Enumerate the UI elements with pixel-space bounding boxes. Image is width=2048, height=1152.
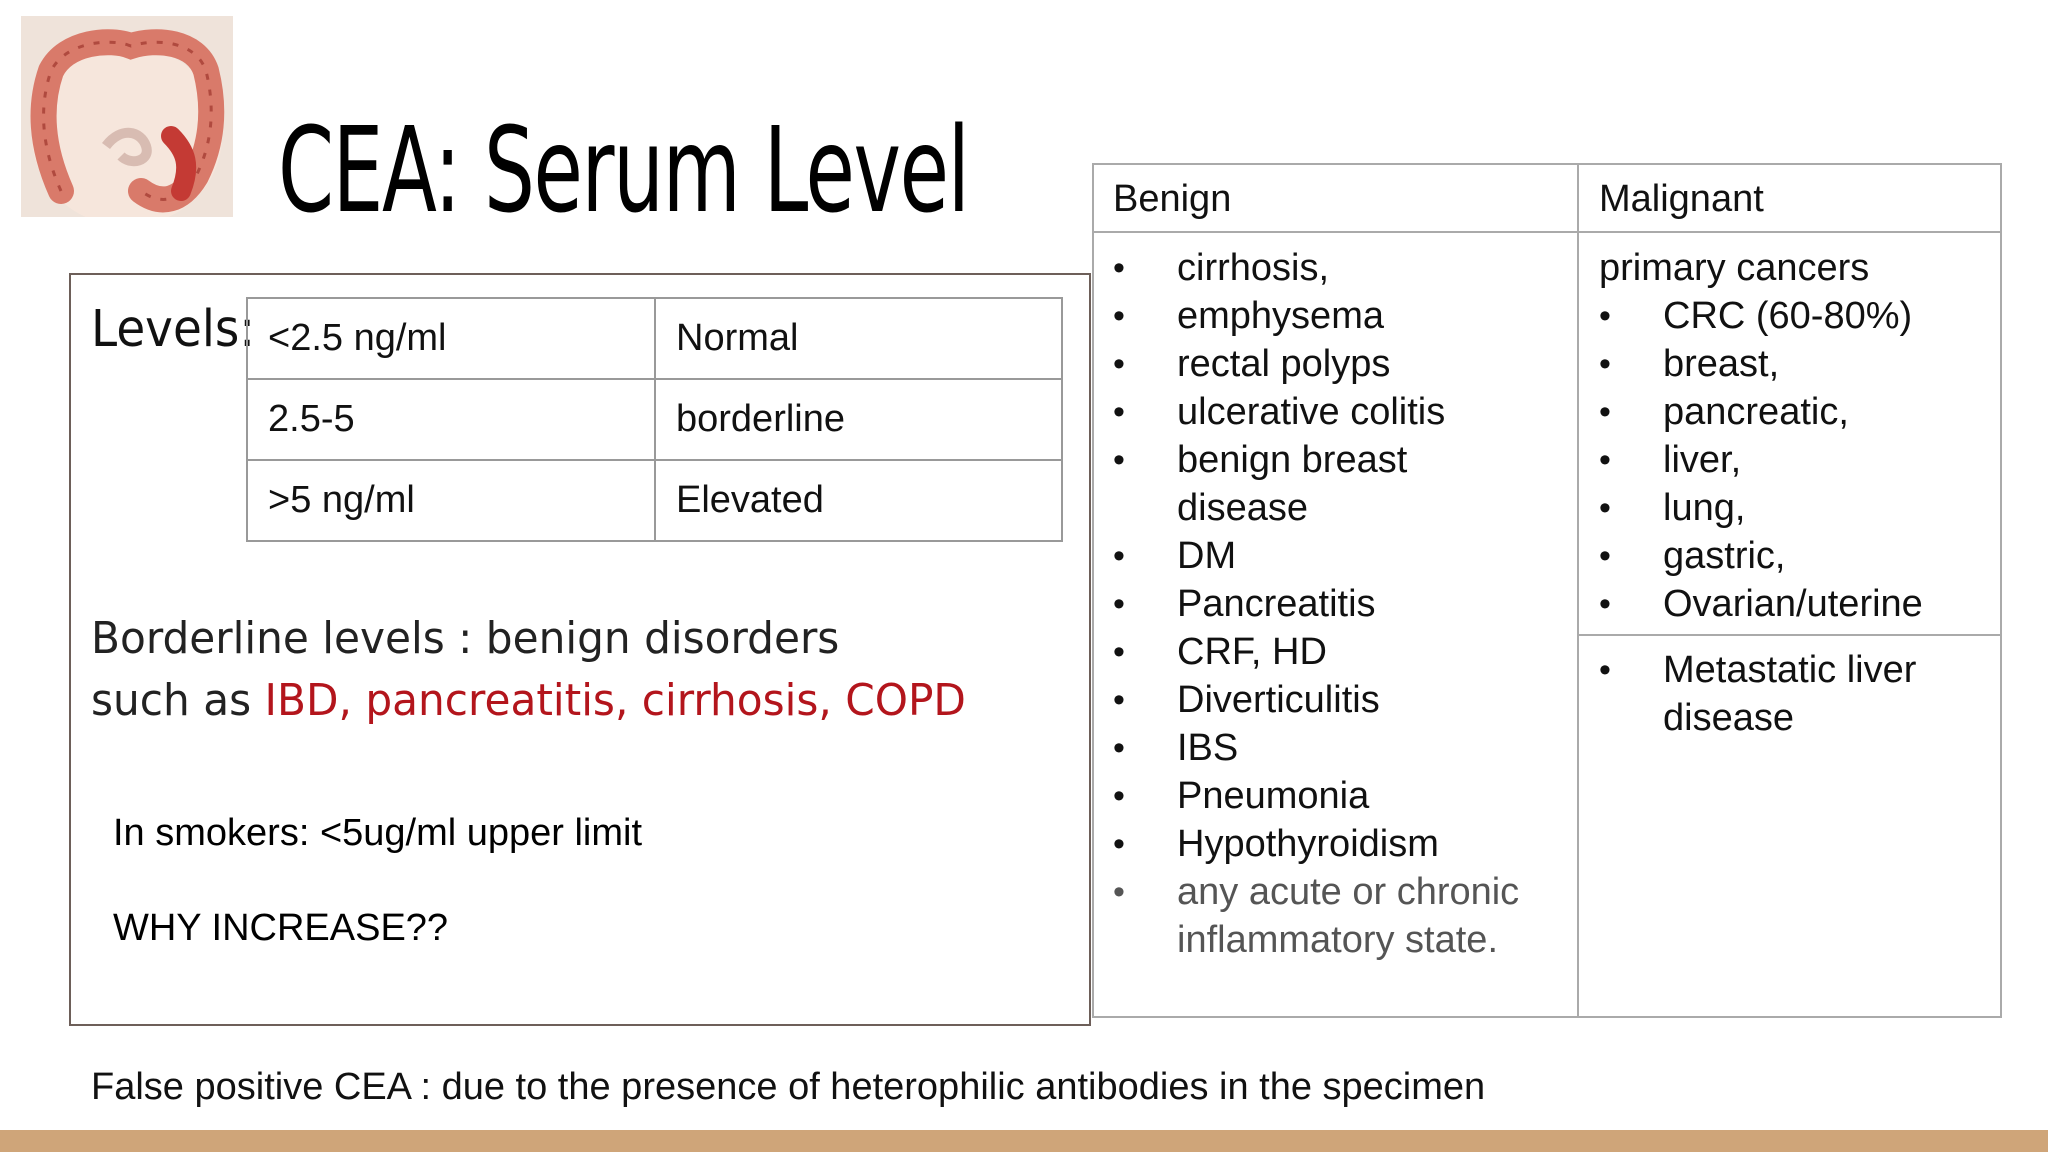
list-item: • CRF, HD [1113, 628, 1573, 676]
level-status: borderline [655, 379, 1062, 460]
list-item: • any acute or chronic inflammatory state. [1113, 868, 1537, 964]
level-range: 2.5-5 [247, 379, 655, 460]
list-item: • cirrhosis, [1113, 244, 1573, 292]
table-row [247, 298, 1062, 379]
why-question: WHY INCREASE?? [113, 907, 449, 949]
list-item: • Metastatic liver disease [1599, 646, 1919, 742]
malignant-header: Malignant [1599, 178, 1764, 220]
list-item: • ulcerative colitis [1113, 388, 1573, 436]
table-divider [1577, 163, 1579, 1018]
table-row [247, 460, 1062, 541]
smokers-note: In smokers: <5ug/ml upper limit [113, 812, 643, 854]
level-range: <2.5 ng/ml [247, 298, 655, 379]
page-title: CEA: Serum Level [278, 101, 969, 239]
list-item: • emphysema [1113, 292, 1573, 340]
list-item: • pancreatic, [1599, 388, 1989, 436]
borderline-highlight: IBD, pancreatitis, cirrhosis, COPD [264, 675, 966, 726]
level-status: Normal [655, 298, 1062, 379]
list-item: • breast, [1599, 340, 1989, 388]
borderline-line1: Borderline levels : benign disorders [91, 613, 840, 664]
malignant-primary-list [1599, 292, 1989, 628]
list-item: • CRC (60-80%) [1599, 292, 1989, 340]
list-item: • benign breast disease [1113, 436, 1437, 532]
malignant-metastatic-list [1599, 646, 1919, 742]
list-item: • IBS [1113, 724, 1573, 772]
benign-header: Benign [1113, 178, 1232, 220]
colon-icon [21, 16, 233, 217]
borderline-note [91, 608, 966, 732]
levels-table [246, 297, 1063, 542]
false-positive-note: False positive CEA : due to the presence of heterophilic antibodies in the specimen [91, 1066, 1486, 1108]
table-row [247, 379, 1062, 460]
borderline-prefix: such as [91, 675, 265, 726]
list-item: • liver, [1599, 436, 1989, 484]
list-item: • lung, [1599, 484, 1989, 532]
list-item: • Diverticulitis [1113, 676, 1573, 724]
list-item: • rectal polyps [1113, 340, 1573, 388]
list-item: • Pancreatitis [1113, 580, 1573, 628]
table-divider [1092, 231, 2002, 233]
list-item: • Pneumonia [1113, 772, 1573, 820]
colon-illustration [21, 16, 233, 217]
list-item: • Hypothyroidism [1113, 820, 1573, 868]
level-range: >5 ng/ml [247, 460, 655, 541]
list-item: • Ovarian/uterine [1599, 580, 1989, 628]
primary-cancers-label: primary cancers [1599, 247, 1870, 289]
list-item: • gastric, [1599, 532, 1989, 580]
table-divider [1577, 634, 2002, 636]
levels-label: Levels: [91, 300, 256, 359]
level-status: Elevated [655, 460, 1062, 541]
borderline-line2 [91, 670, 966, 732]
bottom-accent-bar [0, 1130, 2048, 1152]
benign-list [1113, 244, 1573, 964]
list-item: • DM [1113, 532, 1573, 580]
